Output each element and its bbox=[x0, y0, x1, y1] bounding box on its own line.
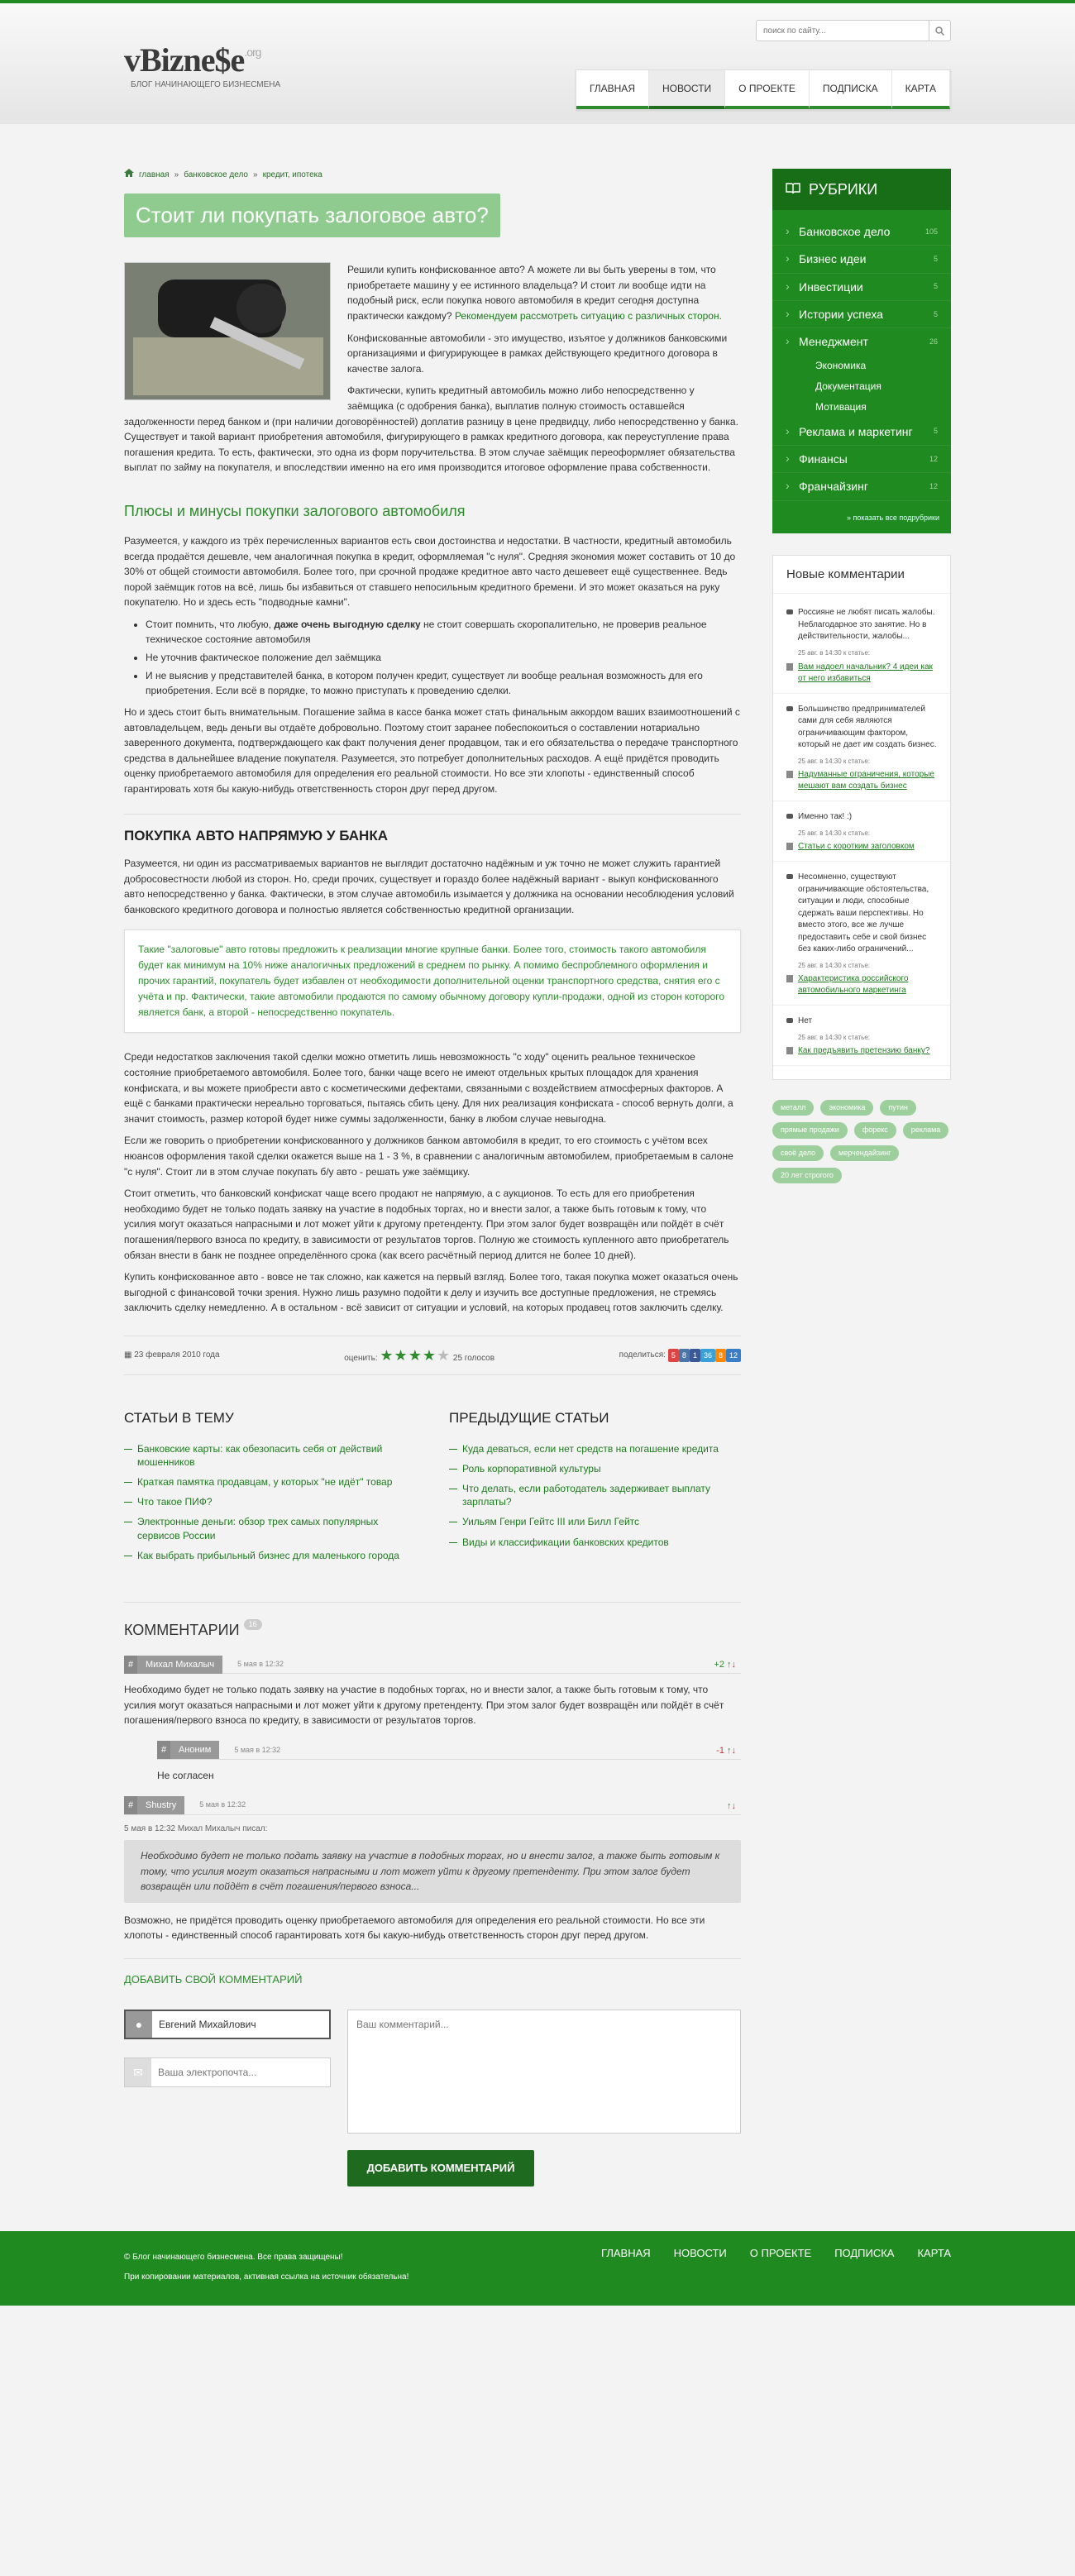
share-button[interactable]: 8 bbox=[679, 1349, 690, 1362]
comment-form bbox=[124, 2010, 741, 2134]
previous-article-link[interactable]: Что делать, если работодатель задерживает выплату зарплаты? bbox=[449, 1482, 741, 1508]
breadcrumb-credit[interactable]: кредит, ипотека bbox=[262, 170, 322, 179]
comments-count: 16 bbox=[244, 1619, 262, 1630]
footer-copyright: © Блог начинающего бизнесмена. Все права защищены! bbox=[124, 2252, 343, 2262]
rubric-item[interactable] bbox=[772, 246, 951, 273]
rubric-item[interactable] bbox=[772, 274, 951, 301]
tag[interactable]: металл bbox=[772, 1100, 814, 1116]
new-comment-text: Большинство предпринимателей сами для себя являются ограничивающим фактором, который не дает им создать бизнес. bbox=[786, 704, 937, 752]
new-comment-text: Именно так! :) bbox=[786, 811, 937, 824]
show-all-subrubrics[interactable]: » показать все подрубрики bbox=[847, 513, 939, 522]
site-logo[interactable]: $vBizne\$e^{.org}$ БЛОГ НАЧИНАЮЩЕГО БИЗНЕСМЕНА bbox=[124, 36, 260, 84]
search-icon[interactable] bbox=[929, 21, 950, 41]
rubric-item[interactable] bbox=[772, 446, 951, 473]
subrubric-item[interactable]: Экономика bbox=[815, 359, 867, 371]
new-comment-article-link[interactable]: Как предъявить претензию банку? bbox=[786, 1045, 937, 1057]
footer-nav-link[interactable]: КАРТА bbox=[917, 2246, 951, 2259]
share-button[interactable]: 5 bbox=[668, 1349, 679, 1362]
rubric-label: › Инвестиции bbox=[799, 280, 863, 294]
related-article-link[interactable]: Электронные деньги: обзор трех самых популярных сервисов России bbox=[124, 1515, 416, 1541]
rubric-count: 12 bbox=[929, 481, 938, 490]
comment-author[interactable]: Аноним bbox=[170, 1741, 219, 1759]
new-comment-item bbox=[773, 806, 950, 862]
article-image bbox=[124, 262, 331, 400]
section-heading: Плюсы и минусы покупки залогового автомобиля bbox=[124, 502, 466, 519]
comment-vote[interactable]: -1 ↑↓ bbox=[716, 1745, 736, 1756]
footer-nav-link[interactable]: О ПРОЕКТЕ bbox=[749, 2246, 812, 2259]
previous-articles: ПРЕДЫДУЩИЕ СТАТЬИ Куда деваться, если нет средств на погашение кредита Роль корпоративной культуры Что делать, если работодатель задерживает выплату зарплаты? Уильям Генри Гейтс III или Билл Гейтс Виды и классификации банковских кредитов bbox=[449, 1408, 741, 1569]
star-icon[interactable]: ★ bbox=[394, 1346, 408, 1364]
section-heading: ПОКУПКА АВТО НАПРЯМУЮ У БАНКА bbox=[124, 814, 741, 847]
rubric-count: 26 bbox=[929, 337, 938, 346]
tag[interactable]: форекс bbox=[854, 1122, 896, 1138]
list-item: • Не уточнив фактическое положение дел заёмщика bbox=[146, 650, 741, 665]
rubric-count: 5 bbox=[933, 255, 938, 264]
search-box bbox=[756, 20, 951, 41]
nav-about[interactable]: О ПРОЕКТЕ bbox=[725, 70, 810, 109]
subrubric-item[interactable]: Документация bbox=[815, 380, 882, 392]
recommend-link[interactable]: Рекомендуем рассмотреть ситуацию с различных сторон. bbox=[454, 309, 722, 322]
breadcrumb-banking[interactable]: банковское дело bbox=[184, 170, 248, 179]
breadcrumb-home[interactable]: главная bbox=[139, 170, 170, 179]
share-button[interactable]: 8 bbox=[715, 1349, 726, 1362]
highlight-quote: Такие "залоговые" авто готовы предложить к реализации многие крупные банки. Более того, стоимость такого автомобиля будет как минимум на 10% ниже аналогичных предложений в среднем по рынку. А помимо беспроблемного оформления и прочих гарантий, покупатель будет избавлен от необходимости дополнительной оценки транспортного средства, снятия его с учёта и пр. Фактически, такие автомобили продаются по самому обычному договору купли-продажи, одной из сторон которого является банк, а второй - непосредственно покупатель. bbox=[124, 930, 741, 1034]
rubric-label: › Бизнес идеи bbox=[799, 252, 867, 266]
sidebar bbox=[772, 169, 951, 2186]
nav-home[interactable]: ГЛАВНАЯ bbox=[576, 70, 649, 109]
footer-note: При копировании материалов, активная ссылка на источник обязательна! bbox=[124, 2272, 409, 2282]
comments-heading: КОММЕНТАРИИ 16 bbox=[124, 1602, 741, 1641]
bullet-list bbox=[146, 617, 741, 698]
nav-subscribe[interactable]: ПОДПИСКА bbox=[810, 70, 892, 109]
rubric-count: 12 bbox=[929, 454, 938, 463]
related-article-link[interactable]: Банковские карты: как обезопасить себя от действий мошенников bbox=[124, 1442, 416, 1469]
footer bbox=[0, 2231, 1075, 2306]
comment: # Аноним 5 мая в 12:32 -1 ↑↓ Не согласен bbox=[157, 1742, 741, 1784]
subrubric-item[interactable]: Мотивация bbox=[815, 401, 867, 413]
cited-comment: Необходимо будет не только подать заявку на участие в подобных торгах, но и внести залог, а также быть готовым к тому, что усилия могут оказаться напрасными и лот может уйти к другому претенденту. При этом залог будет возвращён или пойдёт в счёт погашения/первого взноса... bbox=[124, 1840, 741, 1903]
new-comment-date: 25 авг. в 14:30 к статье: bbox=[798, 648, 870, 657]
rubric-count: 105 bbox=[924, 227, 938, 236]
mail-icon: ✉ bbox=[125, 2058, 151, 2086]
rubric-count: 5 bbox=[933, 282, 938, 291]
tag[interactable]: прямые продажи bbox=[772, 1122, 848, 1138]
footer-nav-link[interactable]: НОВОСТИ bbox=[673, 2246, 727, 2259]
previous-article-link[interactable]: Виды и классификации банковских кредитов bbox=[449, 1536, 741, 1549]
new-comment-date: 25 авг. в 14:30 к статье: bbox=[798, 829, 870, 837]
comment-vote[interactable]: +2 ↑↓ bbox=[714, 1660, 736, 1670]
new-comments-panel: Новые комментарии Россияне не любят писать жалобы. Неблагодарное это занятие. Но в действительности, жалобы... 25 авг. в 14:30 к статье: Вам надоел начальник? 4 идеи как от него избавиться Большинство предпринимателей сами для себя являются ограничивающим фактором, который не дает им создать бизнес. 25 авг. в 14:30 к статье: Надуманные ограничения, которые мешают вам создать бизнес Именно так! :) 25 авг. в 14:30 к статье: Статьи с коротким заголовком Несомненно, существуют ограничивающие обстоятельства, ситуации и люди, способные сдержать ваши перспективы. Но вместо этого, все же лучше предоставить себе и свой бизнес без каких-либо ограничений... 25 авг. в 14:30 к статье: Характеристика российского автомобильного маркетинга Нет 25 авг. в 14:30 к статье: Как предъявить претензию банку? bbox=[772, 555, 951, 1081]
new-comment-text: Несомненно, существуют ограничивающие обстоятельства, ситуации и люди, способные сдержать ваши перспективы. Но вместо этого, все же лучше предоставить себе и свой бизнес без каких-либо ограничений... bbox=[786, 872, 937, 956]
new-comment-item bbox=[773, 699, 950, 802]
search-input[interactable] bbox=[757, 21, 922, 41]
new-comment-article-link[interactable]: Вам надоел начальник? 4 идеи как от него избавиться bbox=[786, 662, 937, 685]
tag[interactable]: реклама bbox=[903, 1122, 949, 1138]
site-tagline: БЛОГ НАЧИНАЮЩЕГО БИЗНЕСМЕНА bbox=[131, 80, 281, 89]
page-title: Стоит ли покупать залоговое авто? bbox=[124, 194, 500, 238]
footer-nav bbox=[601, 2246, 951, 2262]
home-icon bbox=[124, 169, 134, 182]
rubric-item[interactable] bbox=[772, 473, 951, 500]
new-comment-article-link[interactable]: Статьи с коротким заголовком bbox=[786, 841, 937, 853]
new-comment-date: 25 авг. в 14:30 к статье: bbox=[798, 757, 870, 765]
nav-map[interactable]: КАРТА bbox=[892, 70, 950, 109]
related-articles: СТАТЬИ В ТЕМУ Банковские карты: как обезопасить себя от действий мошенников Краткая памятка продавцам, у которых "не идёт" товар Что такое ПИФ? Электронные деньги: обзор трех самых популярных сервисов России Как выбрать прибыльный бизнес для маленького города bbox=[124, 1408, 416, 1569]
new-comment-text: Нет bbox=[786, 1016, 937, 1028]
rubric-label: › Менеджмент bbox=[799, 335, 868, 349]
share-button[interactable]: 36 bbox=[700, 1349, 715, 1362]
tag[interactable]: путин bbox=[880, 1100, 916, 1116]
comment: # Михал Михалыч 5 мая в 12:32 +2 ↑↓ Необходимо будет не только подать заявку на участие в подобных торгах, но и внести залог, а также быть готовым к тому, что усилия могут оказаться напрасными и лот может уйти к другому претенденту. При этом залог будет возвращён или пойдёт в счёт погашения/первого взноса по кредиту, в зависимости от результатов торгов. bbox=[124, 1656, 741, 1728]
new-comment-date: 25 авг. в 14:30 к статье: bbox=[798, 961, 870, 969]
rubric-label: › Франчайзинг bbox=[799, 480, 868, 494]
previous-article-link[interactable]: Уильям Генри Гейтс III или Билл Гейтс bbox=[449, 1515, 741, 1528]
star-icon[interactable]: ★ bbox=[408, 1346, 423, 1364]
article-meta bbox=[124, 1336, 741, 1375]
new-comment-item bbox=[773, 602, 950, 693]
footer-nav-link[interactable]: ПОДПИСКА bbox=[834, 2246, 895, 2259]
rubric-item[interactable] bbox=[772, 418, 951, 446]
submit-comment-button[interactable]: ДОБАВИТЬ КОММЕНТАРИЙ bbox=[347, 2150, 534, 2186]
comment-textarea[interactable] bbox=[347, 2010, 741, 2134]
list-item: • Стоит помнить, что любую, даже очень выгодную сделку не стоит совершать скоропалительно, не проверив реальное техническое состояние автомобиля bbox=[146, 617, 741, 647]
rubric-label: › Реклама и маркетинг bbox=[799, 424, 913, 438]
rubrics-panel: РУБРИКИ › Банковское дело 105 › Бизнес идеи 5 › Инвестиции 5 › Истории успеха 5 › Менеджмент 26 Экономика Документация Мотивация › Реклама и маркетинг 5 › Финансы 12 › Франчайзинг 12 » показать все подрубрики bbox=[772, 169, 951, 533]
comment-author[interactable]: Shustry bbox=[137, 1796, 184, 1814]
book-icon bbox=[786, 179, 800, 200]
new-comment-date: 25 авг. в 14:30 к статье: bbox=[798, 1033, 870, 1041]
header bbox=[0, 3, 1075, 124]
new-comment-item bbox=[773, 1011, 950, 1066]
list-item: • И не выяснив у представителей банка, в котором получен кредит, существует ли вообще реальная возможность для его приобретения. Если всё в порядке, то можно приступать к проведению сделки. bbox=[146, 668, 741, 698]
related-article-link[interactable]: Что такое ПИФ? bbox=[124, 1495, 416, 1508]
nav-news[interactable]: НОВОСТИ bbox=[649, 70, 725, 109]
main-nav bbox=[576, 69, 951, 110]
add-comment-heading: ДОБАВИТЬ СВОЙ КОММЕНТАРИЙ bbox=[124, 1958, 741, 1988]
rubric-label: › Истории успеха bbox=[799, 307, 883, 321]
email-field[interactable] bbox=[151, 2067, 330, 2078]
comment: # Shustry 5 мая в 12:32 ↑↓ 5 мая в 12:32 Михал Михалыч писал: Необходимо будет не только подать заявку на участие в подобных торгах, но и внести залог, а также быть готовым к тому, что усилия могут оказаться напрасными и лот может уйти к другому претенденту. При этом залог будет возвращён или пойдёт в счёт погашения/первого взноса... Возможно, не придётся проводить оценку приобретаемого автомобиля для определения его реальной стоимости. Но все эти хлопоты - единственный способ гарантировать хотя бы какую-нибудь ответственность сторон друг перед другом. bbox=[124, 1797, 741, 1943]
share-button[interactable]: 1 bbox=[690, 1349, 700, 1362]
breadcrumb: главная » банковское дело » кредит, ипотека bbox=[124, 169, 741, 182]
star-icon[interactable]: ★ bbox=[380, 1346, 394, 1364]
footer-nav-link[interactable]: ГЛАВНАЯ bbox=[601, 2246, 651, 2259]
share-buttons: поделиться: 5 8 1 36 8 12 bbox=[619, 1349, 741, 1363]
new-comment-article-link[interactable]: Надуманные ограничения, которые мешают вам создать бизнес bbox=[786, 769, 937, 792]
article-column: главная » банковское дело » кредит, ипотека Стоит ли покупать залоговое авто? Решили купить конфискованное авто? А можете ли вы быть уверены в том, что приобретаете машину у ее истинного владельца? И стоит ли вообще идти на подобный риск, если покупка нового автомобиля в кредит сегодня доступна практически каждому? Рекомендуем рассмотреть ситуацию с различных сторон. Конфискованные автомобили - это имущество, изъятое у должников банковскими организациями и фигурирующее в рамках действующего кредитного договора в качестве залога. Фактически, купить кредитный автомобиль можно либо непосредственно у заёмщика (с одобрения банка), выплатив полную стоимость оставшейся задолженности перед банком и (при наличии договорённостей) доплатив разницу в цене предвидцу, либо непосредственно у банка. Существует и такой вариант приобретения автомобиля, фигурирующего в рамках кредитного договора, как переуступление права погашения кредита. То есть, фактически, это одна из форм поручительства. В этом случае заёмщик переоформляет обязательства выплат по займу на покупателя, и впоследствии именно на его имя производится итоговое оформление права собственности. Плюсы и минусы покупки залогового автомобиля Разумеется, у каждого из трёх перечисленных вариантов есть свои достоинства и недостатки. В частности, кредитный автомобиль всегда продаётся дешевле, чем аналогичная покупка в кредит, оформляемая "с нуля". Средняя экономия может составить от 10 до 30% от общей стоимости автомобиля. Более того, при срочной продаже кредитное авто часто дешевеет ещё существеннее. Ведь порой заёмщик готов на всё, лишь бы избавиться от ставшего непосильным кредитного бремени. И это может оказаться на руку покупателю. Но и здесь есть "подводные камни". • Стоит помнить, что любую, даже очень выгодную сделку не стоит совершать скоропалительно, не проверив реальное техническое состояние автомобиля • Не уточнив фактическое положение дел заёмщика • И не выяснив у представителей банка, в котором получен кредит, существует ли вообще реальная возможность для его приобретения. Если всё в порядке, то можно приступать к проведению сделки. Но и здесь стоит быть внимательным. Погашение займа в кассе банка может стать финальным аккордом ваших взаимоотношений с автовладельцем, ведь деньги вы отдаёте добровольно. Поэтому стоит заранее побеспокоиться о составлении нотариально заверенного документа, подтверждающего как факт получения денег продавцом, так и его обязательства о передаче транспортного средства в дальнейшее владение покупателя. Разумеется, это потребует дополнительных расходов. А ещё придётся проводить оценку приобретаемого автомобиля для определения его реальной стоимости. Но все эти хлопоты - единственный способ гарантировать хотя бы какую-нибудь ответственность сторон друг перед другом. ПОКУПКА АВТО НАПРЯМУЮ У БАНКА Разумеется, ни один из рассматриваемых вариантов не выглядит достаточно надёжным и уж точно не может служить гарантией добросовестности любой из сторон. Но, среди прочих, существует и гораздо более надёжный вариант - выкуп конфискованного авто непосредственно у банка. Фактически, в этом случае автомобиль изымается у должника на основании несоблюдения условий банковского кредитного договора и полностью является собственностью кредитной организации. Такие "залоговые" авто готовы предложить к реализации многие крупные банки. Более того, стоимость такого автомобиля будет как минимум на 10% ниже аналогичных предложений в среднем по рынку. А помимо беспроблемного оформления и прочих гарантий, покупатель будет избавлен от необходимости дополнительной оценки транспортного средства, снятия его с учёта и пр. Фактически, такие автомобили продаются по самому обычному договору купли-продажи, одной из сторон которого является банк, а второй - непосредственно покупатель. Среди недостатков заключения такой сделки можно отметить лишь невозможность "с ходу" оценить реальное техническое состояние приобретаемого автомобиля. Более того, банки чаще всего не имеют отдельных крытых площадок для хранения конфиската, и вы можете приобрести авто с косметическими дефектами, связанными с воздействием атмосферных факторов. А ещё с банками практически нереально торговаться, пытаясь сбить цену. Для них реализация конфиската - способ вернуть долги, а значит стоимость, размер которой будет ниже суммы задолженности, банку в любом случае невыгодна. Если же говорить о приобретении конфискованного у должников банком автомобиля в кредит, то его стоимость с учётом всех нюансов оформления такой сделки окажется выше на 1 - 3 %, в сравнении с аналогичным автомобилем, приобретаемым в салоне "с нуля". Стоит ли в этом случае покупать б/у авто - решать уже заёмщику. Стоит отметить, что банковский конфискат чаще всего продают не напрямую, а с аукционов. То есть для его приобретения необходимо будет не только подать заявку на участие в подобных торгах, но и внести залог, а также быть готовым к тому, что усилия могут оказаться напрасными и лот может уйти к другому претенденту. При этом залог будет возвращён или пойдёт в счёт погашения/первого взноса по кредиту, в зависимости от результатов торгов. Полную же стоимость купленного авто приобретатель обязан внести в банк не позднее определённого срока (как всего расчётный период длится не более 10 дней). Купить конфискованное авто - вовсе не так сложно, как кажется на первый взгляд. Более того, такая покупка может оказаться очень выгодной с финансовой точки зрения. Нужно лишь разумно подойти к делу и изучить все доступные предложения, не стремясь заключить сделку немедленно. А в остальном - всё зависит от ситуации и условий, на которых продавец готов заключить сделку. ▦ 23 февраля 2010 года оценить: ★★★★★ 25 голосов поделиться: 5 8 1 36 8 12 СТАТЬИ В ТЕМУ Банковские карты: как обезопасить себя от действий мошенников Краткая памятка продавцам, у которых "не идёт" товар Что такое ПИФ? Электронные деньги: обзор трех самых популярных сервисов России Как выбрать прибыльный бизнес для маленького города ПРЕДЫДУЩИЕ СТАТЬИ Куда деваться, если нет средств на погашение кредита Роль корпоративной культуры Что делать, если работодатель задерживает выплату зарплаты? Уильям Генри Гейтс III или Билл Гейтс Виды и классификации банковских кредитов КОММЕНТАРИИ 16 # Михал Михалыч 5 мая в 12:32 +2 ↑↓ Необходимо будет не только подать заявку на участие в подобных торгах, но и внести залог, а также быть готовым к тому, что усилия могут оказаться напрасными и лот может уйти к другому претенденту. При этом залог будет возвращён или пойдёт в счёт погашения/первого взноса по кредиту, в зависимости от результатов торгов. # Аноним 5 мая в 12:32 -1 ↑↓ Не согласен # Shustry 5 мая в 12:32 ↑↓ 5 мая в 12:32 Михал Михалыч писал: Необходимо будет не только подать заявку на участие в подобных торгах, но и внести залог, а также быть готовым к тому, что усилия могут оказаться напрасными и лот может уйти к другому претенденту. При этом залог будет возвращён или пойдёт в счёт погашения/первого взноса... Возможно, не придётся проводить оценку приобретаемого автомобиля для определения его реальной стоимости. Но все эти хлопоты - единственный способ гарантировать хотя бы какую-нибудь ответственность сторон друг перед другом. ДОБАВИТЬ СВОЙ КОММЕНТАРИЙ ● Евгений Михайлович ✉ Ваша электропочта... Ваш комментарий... ДОБАВИТЬ КОММЕНТАРИЙ bbox=[124, 169, 741, 2186]
related-article-link[interactable]: Краткая памятка продавцам, у которых "не идёт" товар bbox=[124, 1475, 416, 1489]
new-comment-text: Россияне не любят писать жалобы. Неблагодарное это занятие. Но в действительности, жалобы... bbox=[786, 607, 937, 643]
rubric-item[interactable] bbox=[772, 328, 951, 355]
rating-stars[interactable] bbox=[380, 1347, 451, 1364]
user-icon: ● bbox=[126, 2011, 152, 2038]
rubric-label: › Финансы bbox=[799, 452, 848, 466]
star-icon[interactable]: ★ bbox=[422, 1346, 437, 1364]
rubric-label: › Банковское дело bbox=[799, 225, 891, 239]
comment-author[interactable]: Михал Михалыч bbox=[137, 1656, 222, 1674]
rubric-item[interactable] bbox=[772, 301, 951, 328]
tag[interactable]: 20 лет строгого bbox=[772, 1168, 842, 1183]
tag-cloud bbox=[772, 1100, 951, 1183]
star-icon[interactable]: ★ bbox=[436, 1346, 452, 1364]
rubric-count: 5 bbox=[933, 309, 938, 318]
name-field[interactable] bbox=[152, 2019, 329, 2030]
tag[interactable]: своё дело bbox=[772, 1145, 824, 1161]
related-article-link[interactable]: Как выбрать прибыльный бизнес для маленького города bbox=[124, 1549, 416, 1562]
rubric-count: 5 bbox=[933, 427, 938, 436]
comment-vote[interactable]: ↑↓ bbox=[727, 1800, 736, 1811]
rating: оценить: ★★★★★ 25 голосов bbox=[344, 1346, 495, 1364]
tag[interactable]: мерчендайзинг bbox=[830, 1145, 899, 1161]
previous-article-link[interactable]: Куда деваться, если нет средств на погашение кредита bbox=[449, 1442, 741, 1455]
share-button[interactable]: 12 bbox=[726, 1349, 741, 1362]
tag[interactable]: экономика bbox=[820, 1100, 873, 1116]
article-date: ▦ 23 февраля 2010 года bbox=[124, 1350, 220, 1360]
new-comment-article-link[interactable]: Характеристика российского автомобильного маркетинга bbox=[786, 973, 937, 996]
previous-article-link[interactable]: Роль корпоративной культуры bbox=[449, 1462, 741, 1475]
rubric-item[interactable] bbox=[772, 218, 951, 246]
new-comment-item bbox=[773, 867, 950, 1006]
